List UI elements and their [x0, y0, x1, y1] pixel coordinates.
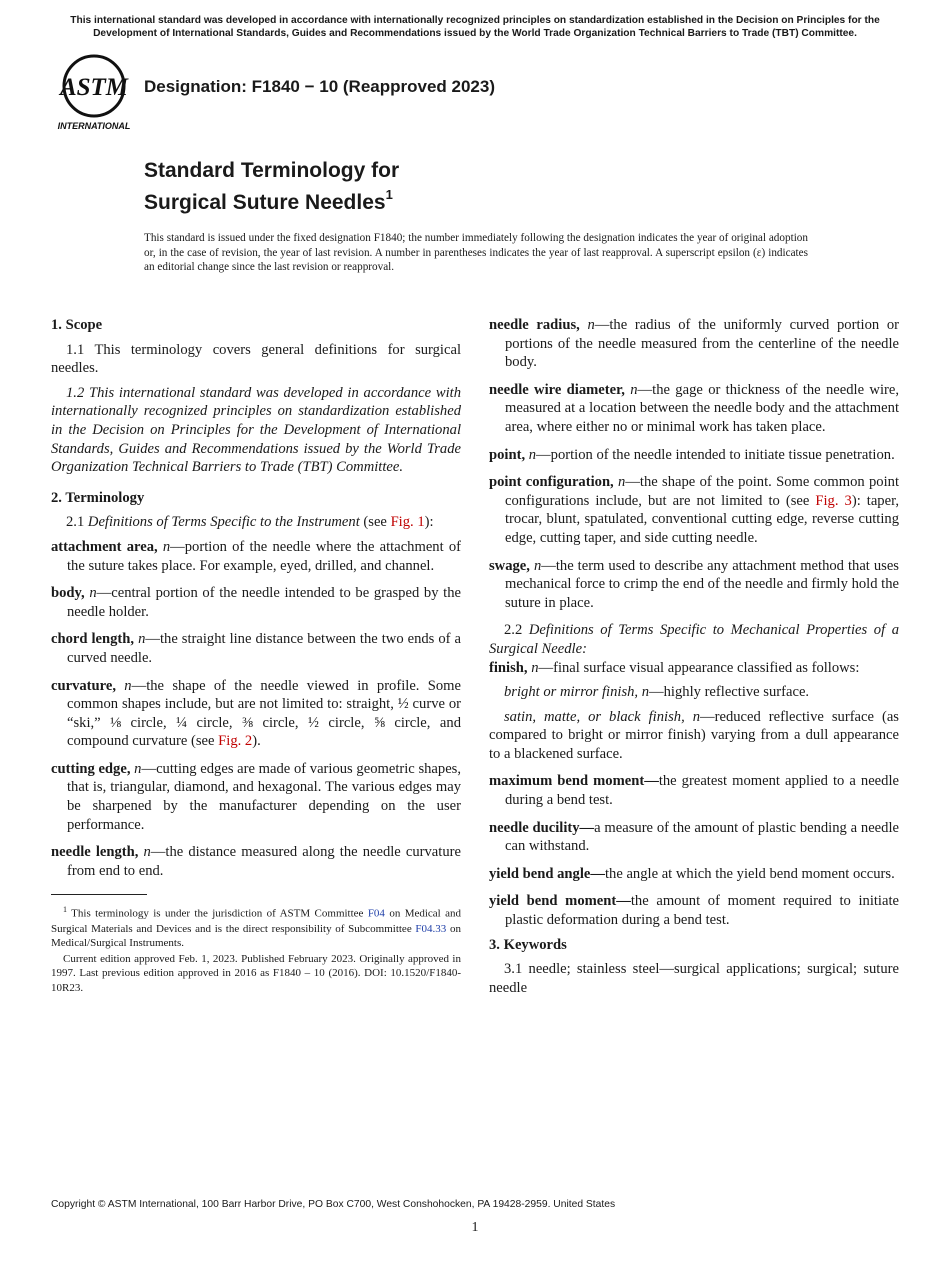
scope-heading: 1. Scope [51, 317, 103, 333]
term-maximum-bend-moment: maximum bend moment—the greatest moment applied to a needle during a bend test. [489, 773, 899, 809]
page-number: 1 [471, 1220, 479, 1235]
term-needle-ducility: needle ducility—a measure of the amount of plastic bending a needle can withstand. [489, 819, 899, 855]
fig-2-link[interactable]: Fig. 2 [218, 733, 253, 750]
term-body: body, n—central portion of the needle intended to be grasped by the needle holder. [51, 585, 461, 620]
mechanical-intro: 2.2 Definitions of Terms Specific to Mechanical Properties of a Surgical Needle: [489, 622, 899, 657]
term-curvature: curvature, n—the shape of the needle viewed in profile. Some common shapes include, but are not limited to: straight, ½ curve or “ski,” ⅛ circle, ¼ circle, ⅜ circle, ½ circle, ⅝ circle, and compound curvature (see Fig. 2). [51, 677, 461, 750]
term-needle-length: needle length, n—the distance measured along the needle curvature from end to end. [51, 844, 461, 879]
terminology-heading: 2. Terminology [51, 489, 145, 506]
designation: Designation: F1840 − 10 (Reapproved 2023) [144, 77, 495, 96]
document-title [144, 158, 399, 216]
term-yield-bend-angle: yield bend angle—the angle at which the yield bend moment occurs. [489, 865, 895, 882]
fig-3-link[interactable]: Fig. 3 [815, 492, 852, 509]
scope-paragraph-2: 1.2 This international standard was developed in accordance with internationally recognized principles on standardization established in the Decision on Principles for the Development of International Standards, Guides and Recommendations issued by the World Trade Organization Technical Barriers to Trade (TBT) Committee. [51, 384, 461, 476]
logo-text: ASTM [59, 74, 129, 101]
footnote-divider [51, 894, 147, 895]
fig-1-link[interactable]: Fig. 1 [390, 514, 425, 531]
right-column [489, 316, 899, 1003]
term-cutting-edge: cutting edge, n—cutting edges are made of various geometric shapes, that is, triangular, diamond, and hexagonal. The various edges may be sharpened by the manufacturer depending on the user performance. [51, 760, 461, 833]
astm-logo [52, 54, 136, 132]
term-yield-bend-moment: yield bend moment—the amount of moment required to initiate plastic deformation during a bend test. [489, 893, 899, 929]
top-notice: This international standard was developed in accordance with internationally recognized principles on standardization established in the Decision on Principles for the Development of International Standards, Guides and Recommendations issued by the World Trade Organization Technical Barriers to Trade (TBT) Committee. [70, 15, 880, 39]
issue-note: This standard is issued under the fixed designation F1840; the number immediately following the designation indicates the year of original adoption or, in the case of revision, the year of last revision. A number in parentheses indicates the year of last reapproval. A superscript epsilon (ε) indicates an editorial change since the last revision or reapproval. [144, 232, 808, 274]
f04-link[interactable]: F04 [367, 908, 385, 921]
keywords-heading: 3. Keywords [489, 936, 567, 953]
term-chord-length: chord length, n—the straight line distance between the two ends of a curved needle. [51, 631, 461, 666]
title-line-2: Surgical Suture Needles [144, 191, 386, 214]
term-bright-finish: bright or mirror finish, n—highly reflective surface. [504, 684, 810, 701]
term-point-configuration: point configuration, n—the shape of the point. Some common point configurations include, but are not limited to (see Fig. 3): taper, trocar, blunt, spatulated, conventional cutting edge, reverse cutting edge, cutting taper, and side cutting needle. [489, 474, 900, 546]
copyright: Copyright © ASTM International, 100 Barr Harbor Drive, PO Box C700, West Conshohocken, PA 19428-2959. United States [51, 1199, 616, 1210]
term-point: point, n—portion of the needle intended to initiate tissue penetration. [489, 446, 895, 463]
term-satin-finish: satin, matte, or black finish, n—reduced reflective surface (as compared to bright or mirror finish) varying from a dull appearance to a blackened surface. [489, 708, 899, 762]
term-needle-wire-diameter: needle wire diameter, n—the gage or thickness of the needle wire, measured at a location between the needle body and the attachment area, where either no or minimal work has taken place. [489, 381, 899, 435]
scope-paragraph-1: 1.1 This terminology covers general definitions for surgical needles. [51, 341, 461, 377]
logo-subtext: INTERNATIONAL [57, 121, 131, 131]
left-column [51, 316, 461, 997]
f04-33-link[interactable]: F04.33 [415, 922, 447, 935]
term-attachment-area: attachment area, n—portion of the needle where the attachment of the suture takes place. For example, eyed, drilled, and channel. [51, 538, 461, 574]
term-swage: swage, n—the term used to describe any attachment method that uses mechanical force to crimp the end of the needle and firmly hold the suture in place. [489, 557, 899, 611]
terminology-intro: 2.1 Definitions of Terms Specific to the Instrument (see Fig. 1): [66, 514, 434, 531]
footnote [51, 903, 461, 995]
footnote-jurisdiction: $^1$ This terminology is under the jurisdiction of ASTM Committee F04 on Medical and Surgical Materials and Devices and is the direct responsibility of Subcommittee F04.33 on Medical/Surgical Instruments. [51, 905, 462, 950]
term-needle-radius: needle radius, n—the radius of the uniformly curved portion or portions of the needle measured from the centerline of the needle body. [489, 317, 899, 371]
title-line-1: Standard Terminology for [144, 159, 400, 182]
keywords-text: 3.1 needle; stainless steel—surgical applications; surgical; suture needle [489, 961, 899, 996]
footnote-edition: Current edition approved Feb. 1, 2023. Published February 2023. Originally approved in 1997. Last previous edition approved in 2016 as F1840 – 10 (2016). DOI: 10.1520/F1840-10R23. [51, 952, 461, 995]
title-footnote-mark: 1 [385, 187, 393, 202]
term-finish: finish, n—final surface visual appearance classified as follows: [489, 659, 860, 676]
